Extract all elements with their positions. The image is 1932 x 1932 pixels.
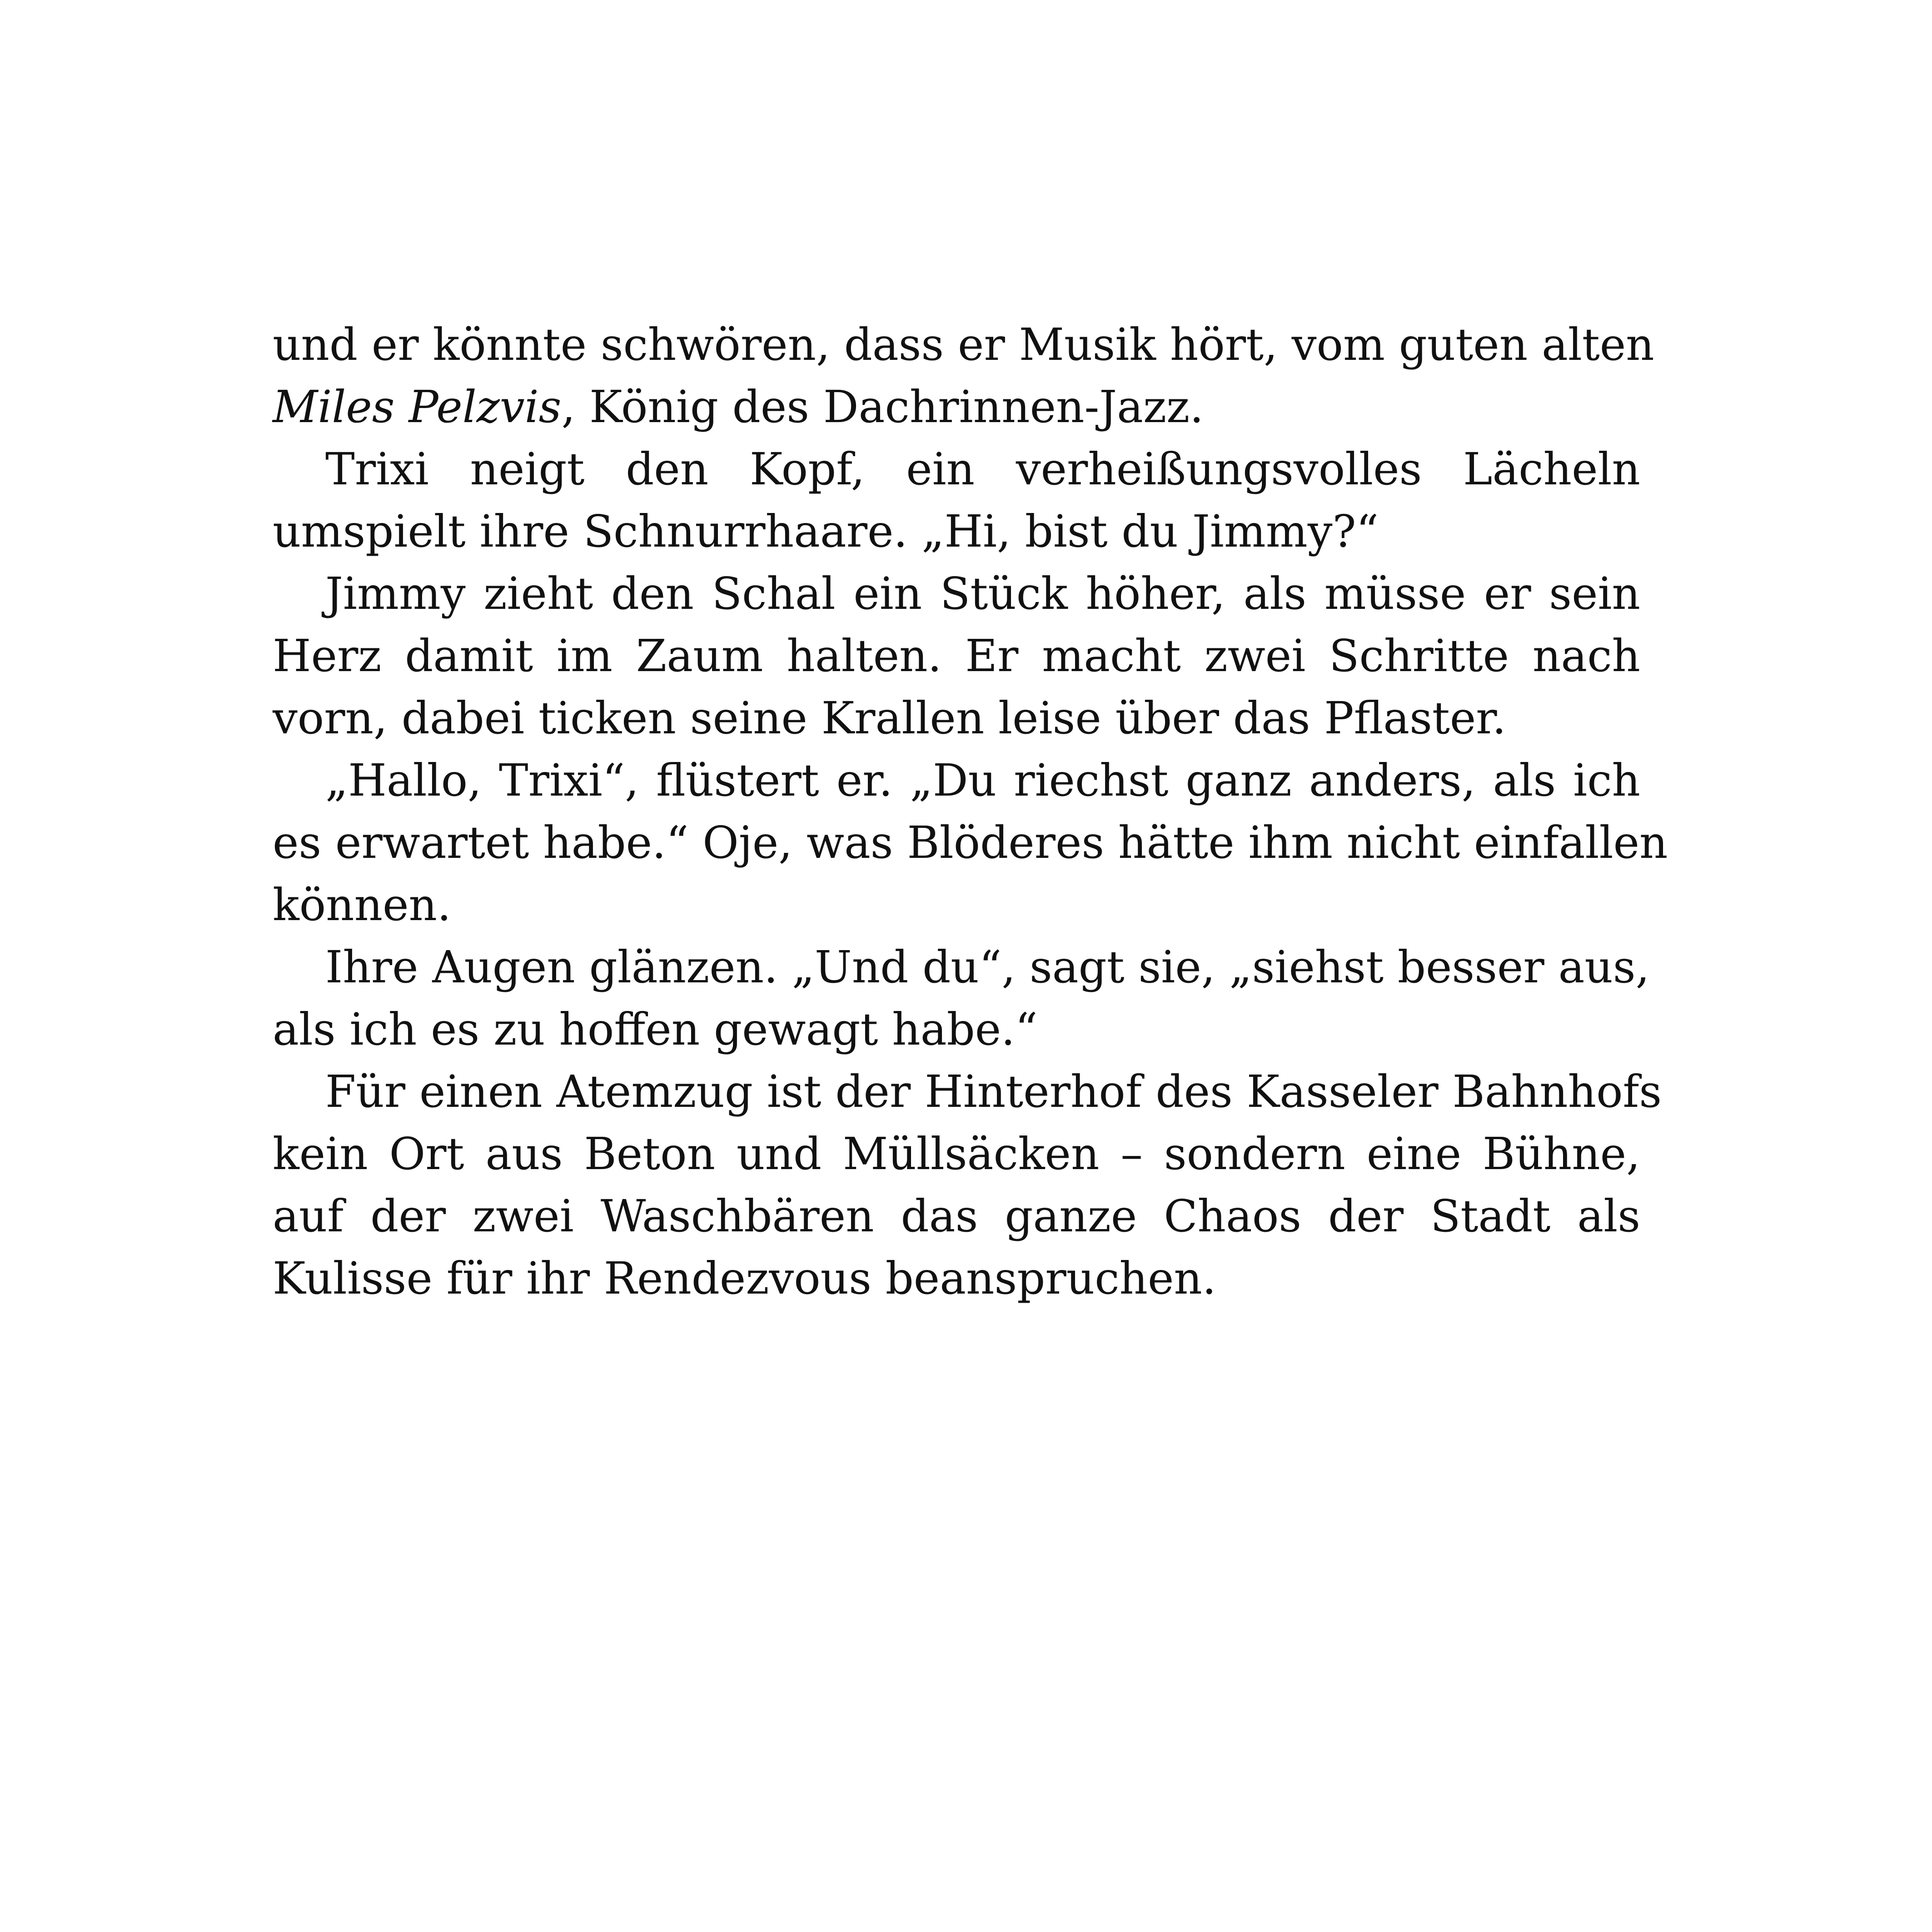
text-line: können. [273, 879, 451, 931]
body-text [273, 314, 1668, 1310]
text-line: Trixi neigt den Kopf, ein verheißungsvolles Lächeln [325, 443, 1640, 495]
italic-title: Miles Pelzvis [273, 381, 562, 433]
paragraph [273, 314, 1654, 438]
paragraph [273, 563, 1640, 749]
text-line: Ihre Augen glänzen. „Und du“, sagt sie, „siehst besser aus, [325, 941, 1650, 993]
text-line: und er könnte schwören, dass er Musik hört, vom guten alten [273, 319, 1654, 370]
text-line [273, 376, 1640, 438]
text-line: Jimmy zieht den Schal ein Stück höher, als müsse er sein [325, 568, 1640, 619]
text-line: umspielt ihre Schnurrhaare. „Hi, bist du Jimmy?“ [273, 506, 1379, 557]
text-line: vorn, dabei ticken seine Krallen leise über das Pflaster. [273, 692, 1506, 744]
text-line: Herz damit im Zaum halten. Er macht zwei Schritte nach [273, 630, 1640, 682]
text-line: kein Ort aus Beton und Müllsäcken – sondern eine Bühne, [273, 1128, 1640, 1180]
text-line: „Hallo, Trixi“, flüstert er. „Du riechst ganz anders, als ich [325, 755, 1640, 806]
paragraph [273, 749, 1668, 936]
text-line: als ich es zu hoffen gewagt habe.“ [273, 1004, 1038, 1055]
text-line: Kulisse für ihr Rendezvous beanspruchen. [273, 1253, 1216, 1304]
paragraph [273, 438, 1640, 563]
text-fragment: , König des Dachrinnen-Jazz. [561, 381, 1204, 433]
paragraph [273, 936, 1650, 1061]
text-line: es erwartet habe.“ Oje, was Blöderes hätte ihm nicht einfallen [273, 817, 1668, 868]
text-line: Für einen Atemzug ist der Hinterhof des Kasseler Bahnhofs [325, 1066, 1662, 1117]
paragraph [273, 1061, 1662, 1310]
text-line: auf der zwei Waschbären das ganze Chaos der Stadt als [273, 1190, 1640, 1242]
